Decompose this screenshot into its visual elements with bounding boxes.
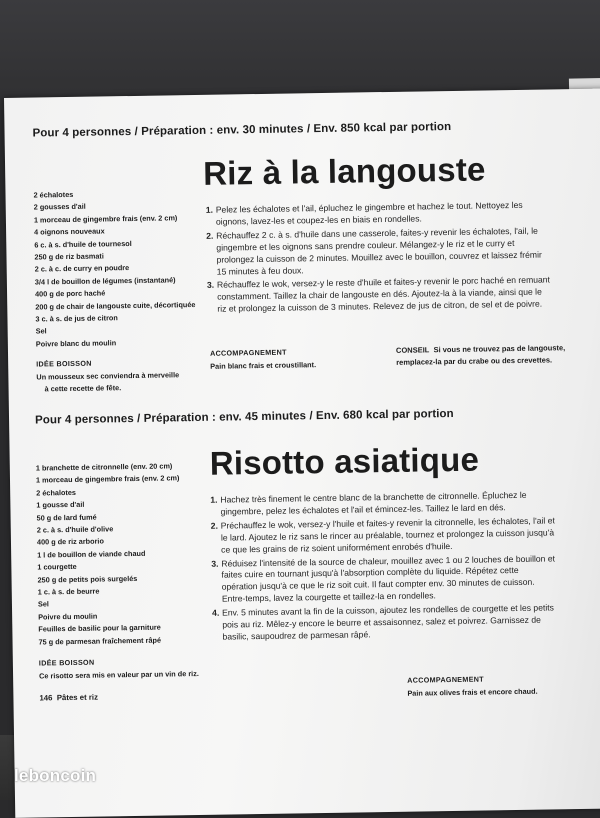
- accomp-heading: ACCOMPAGNEMENT: [407, 674, 485, 685]
- recipe-2-title: Risotto asiatique: [209, 440, 480, 482]
- ingredient: 2 gousses d'ail: [33, 202, 86, 212]
- ingredient: 250 g de riz basmati: [34, 251, 104, 262]
- ingredient: Sel: [37, 599, 49, 609]
- ingredient: Feuilles de basilic pour la garniture: [38, 622, 161, 634]
- ingredient: 1 c. à s. de beurre: [37, 586, 100, 597]
- ingredient: 400 g de porc haché: [35, 288, 106, 299]
- section-name: Pâtes et riz: [56, 692, 99, 703]
- ingredient: 3 c. à s. de jus de citron: [35, 313, 118, 324]
- recipe-2-ingredients: [36, 460, 204, 649]
- step: 3. Réduisez l'intensité de la source de chaleur, mouillez avec 1 ou 2 louches de bouillon et faites cuire en tournant jusqu'à l'absorption complète du liquide. Répétez cette opération jusqu'à ce que le riz soit cuit. Il faut compter env. 30 minutes de cuisson. Entre-temps, lavez la courgette et taillez-la en rondelles.: [211, 552, 556, 604]
- cookbook-page: [4, 88, 600, 817]
- ingredient: 4 oignons nouveaux: [34, 226, 105, 237]
- recipe-2-drink: [39, 656, 199, 683]
- recipe-2-accompaniment: [407, 674, 538, 700]
- recipe-1-meta: Pour 4 personnes / Préparation : env. 30 minutes / Env. 850 kcal par portion: [32, 120, 452, 140]
- accomp-text: Pain aux olives frais et encore chaud.: [407, 686, 538, 698]
- leboncoin-watermark: leboncoin: [14, 766, 97, 785]
- recipe-1-title: Riz à la langouste: [202, 150, 486, 192]
- ingredient: 1 courgette: [37, 562, 77, 572]
- recipe-2-meta: Pour 4 personnes / Préparation : env. 45 minutes / Env. 680 kcal par portion: [34, 407, 454, 427]
- step: 1. Hachez très finement le centre blanc de la branchette de citronnelle. Épluchez le gingembre, pelez les échalotes et l'ail et émincez-les. Taillez le lard en dés.: [210, 489, 527, 517]
- page-number: 146: [39, 693, 53, 703]
- drink-line: Un mousseux sec conviendra à merveille: [36, 370, 180, 382]
- ingredient: 6 c. à s. d'huile de tournesol: [34, 238, 132, 250]
- step: 2. Préchauffez le wok, versez-y l'huile et faites-y revenir la citronnelle, les échalotes, l'ail et le lard. Ajoutez le riz sans le rincer au préalable, tournez et prolongez la cuisson jusqu'à ce que les grains de riz soient uniformément enrobés d'huile.: [210, 515, 555, 555]
- ingredient: 2 c. à c. de curry en poudre: [34, 263, 130, 274]
- recipe-1-accompaniment: [210, 347, 316, 373]
- step: 2. Réchauffez 2 c. à s. d'huile dans une casserole, faites-y revenir les échalotes, l'ail, le gingembre et les oignons sans prendre couleur. Mélangez-y le riz et le curry et prolongez la cuisson de 2 minutes. Mouillez avec le bouillon, couvrez et laissez frémir 15 minutes à feu doux.: [206, 225, 542, 277]
- ingredient: 2 c. à s. d'huile d'olive: [36, 524, 114, 535]
- drink-heading: IDÉE BOISSON: [38, 657, 95, 668]
- ingredient: 1 branchette de citronnelle (env. 20 cm): [35, 461, 173, 473]
- drink-line: Ce risotto sera mis en valeur par un vin de riz.: [39, 669, 199, 681]
- ingredient: 400 g de riz arborio: [36, 536, 104, 547]
- step: 3. Réchauffez le wok, versez-y le reste d'huile et faites-y revenir le porc haché en remuant constamment. Taillez la chair de langouste en dés. Ajoutez-la à la viande, ainsi que le riz et prolongez la cuisson de 3 minutes. Relevez de jus de citron, de sel et de poivre.: [206, 274, 550, 314]
- ingredient: 3/4 l de bouillon de légumes (instantané): [34, 275, 176, 287]
- ingredient: 50 g de lard fumé: [36, 512, 97, 523]
- ingredient: Poivre du moulin: [38, 611, 98, 622]
- ingredient: 1 morceau de gingembre frais (env. 2 cm): [33, 213, 178, 225]
- page-footer: [39, 693, 98, 703]
- tip-text: Si vous ne trouvez pas de langouste, remplacez-la par du crabe ou des crevettes.: [396, 343, 566, 367]
- tip-label: CONSEIL: [395, 345, 430, 355]
- step: 4. Env. 5 minutes avant la fin de la cuisson, ajoutez les rondelles de courgette et les petits pois au riz. Mêlez-y encore le beurre et assaisonnez, salez et poivrez. Garnissez de basilic, saupoudrez de parmesan râpé.: [212, 602, 555, 642]
- ingredient: 1 gousse d'ail: [36, 500, 85, 510]
- ingredient: 1 l de bouillon de viande chaud: [37, 548, 146, 560]
- accomp-heading: ACCOMPAGNEMENT: [209, 347, 287, 358]
- ingredient: 2 échalotes: [36, 487, 77, 498]
- recipe-1-ingredients: [33, 187, 201, 351]
- ingredient: 200 g de chair de langouste cuite, décortiquée: [35, 299, 196, 312]
- ingredient: 250 g de petits pois surgelés: [37, 573, 138, 585]
- recipe-1-tip: [396, 342, 571, 369]
- step: 1. Pelez les échalotes et l'ail, épluchez le gingembre et hachez le tout. Nettoyez les oignons, lavez-les et coupez-les en biais en rondelles.: [205, 199, 523, 227]
- ingredient: 1 morceau de gingembre frais (env. 2 cm): [35, 473, 180, 485]
- accomp-text: Pain blanc frais et croustillant.: [210, 360, 317, 371]
- recipe-2-steps: [210, 489, 557, 645]
- recipe-1-steps: [206, 199, 553, 318]
- drink-line: à cette recette de fête.: [44, 383, 122, 394]
- ingredient: 75 g de parmesan fraîchement râpé: [38, 635, 162, 647]
- ingredient: 2 échalotes: [33, 189, 74, 200]
- drink-heading: IDÉE BOISSON: [36, 358, 92, 369]
- ingredient: Poivre blanc du moulin: [35, 338, 117, 349]
- recipe-1-drink: [36, 357, 179, 395]
- ingredient: Sel: [35, 326, 47, 336]
